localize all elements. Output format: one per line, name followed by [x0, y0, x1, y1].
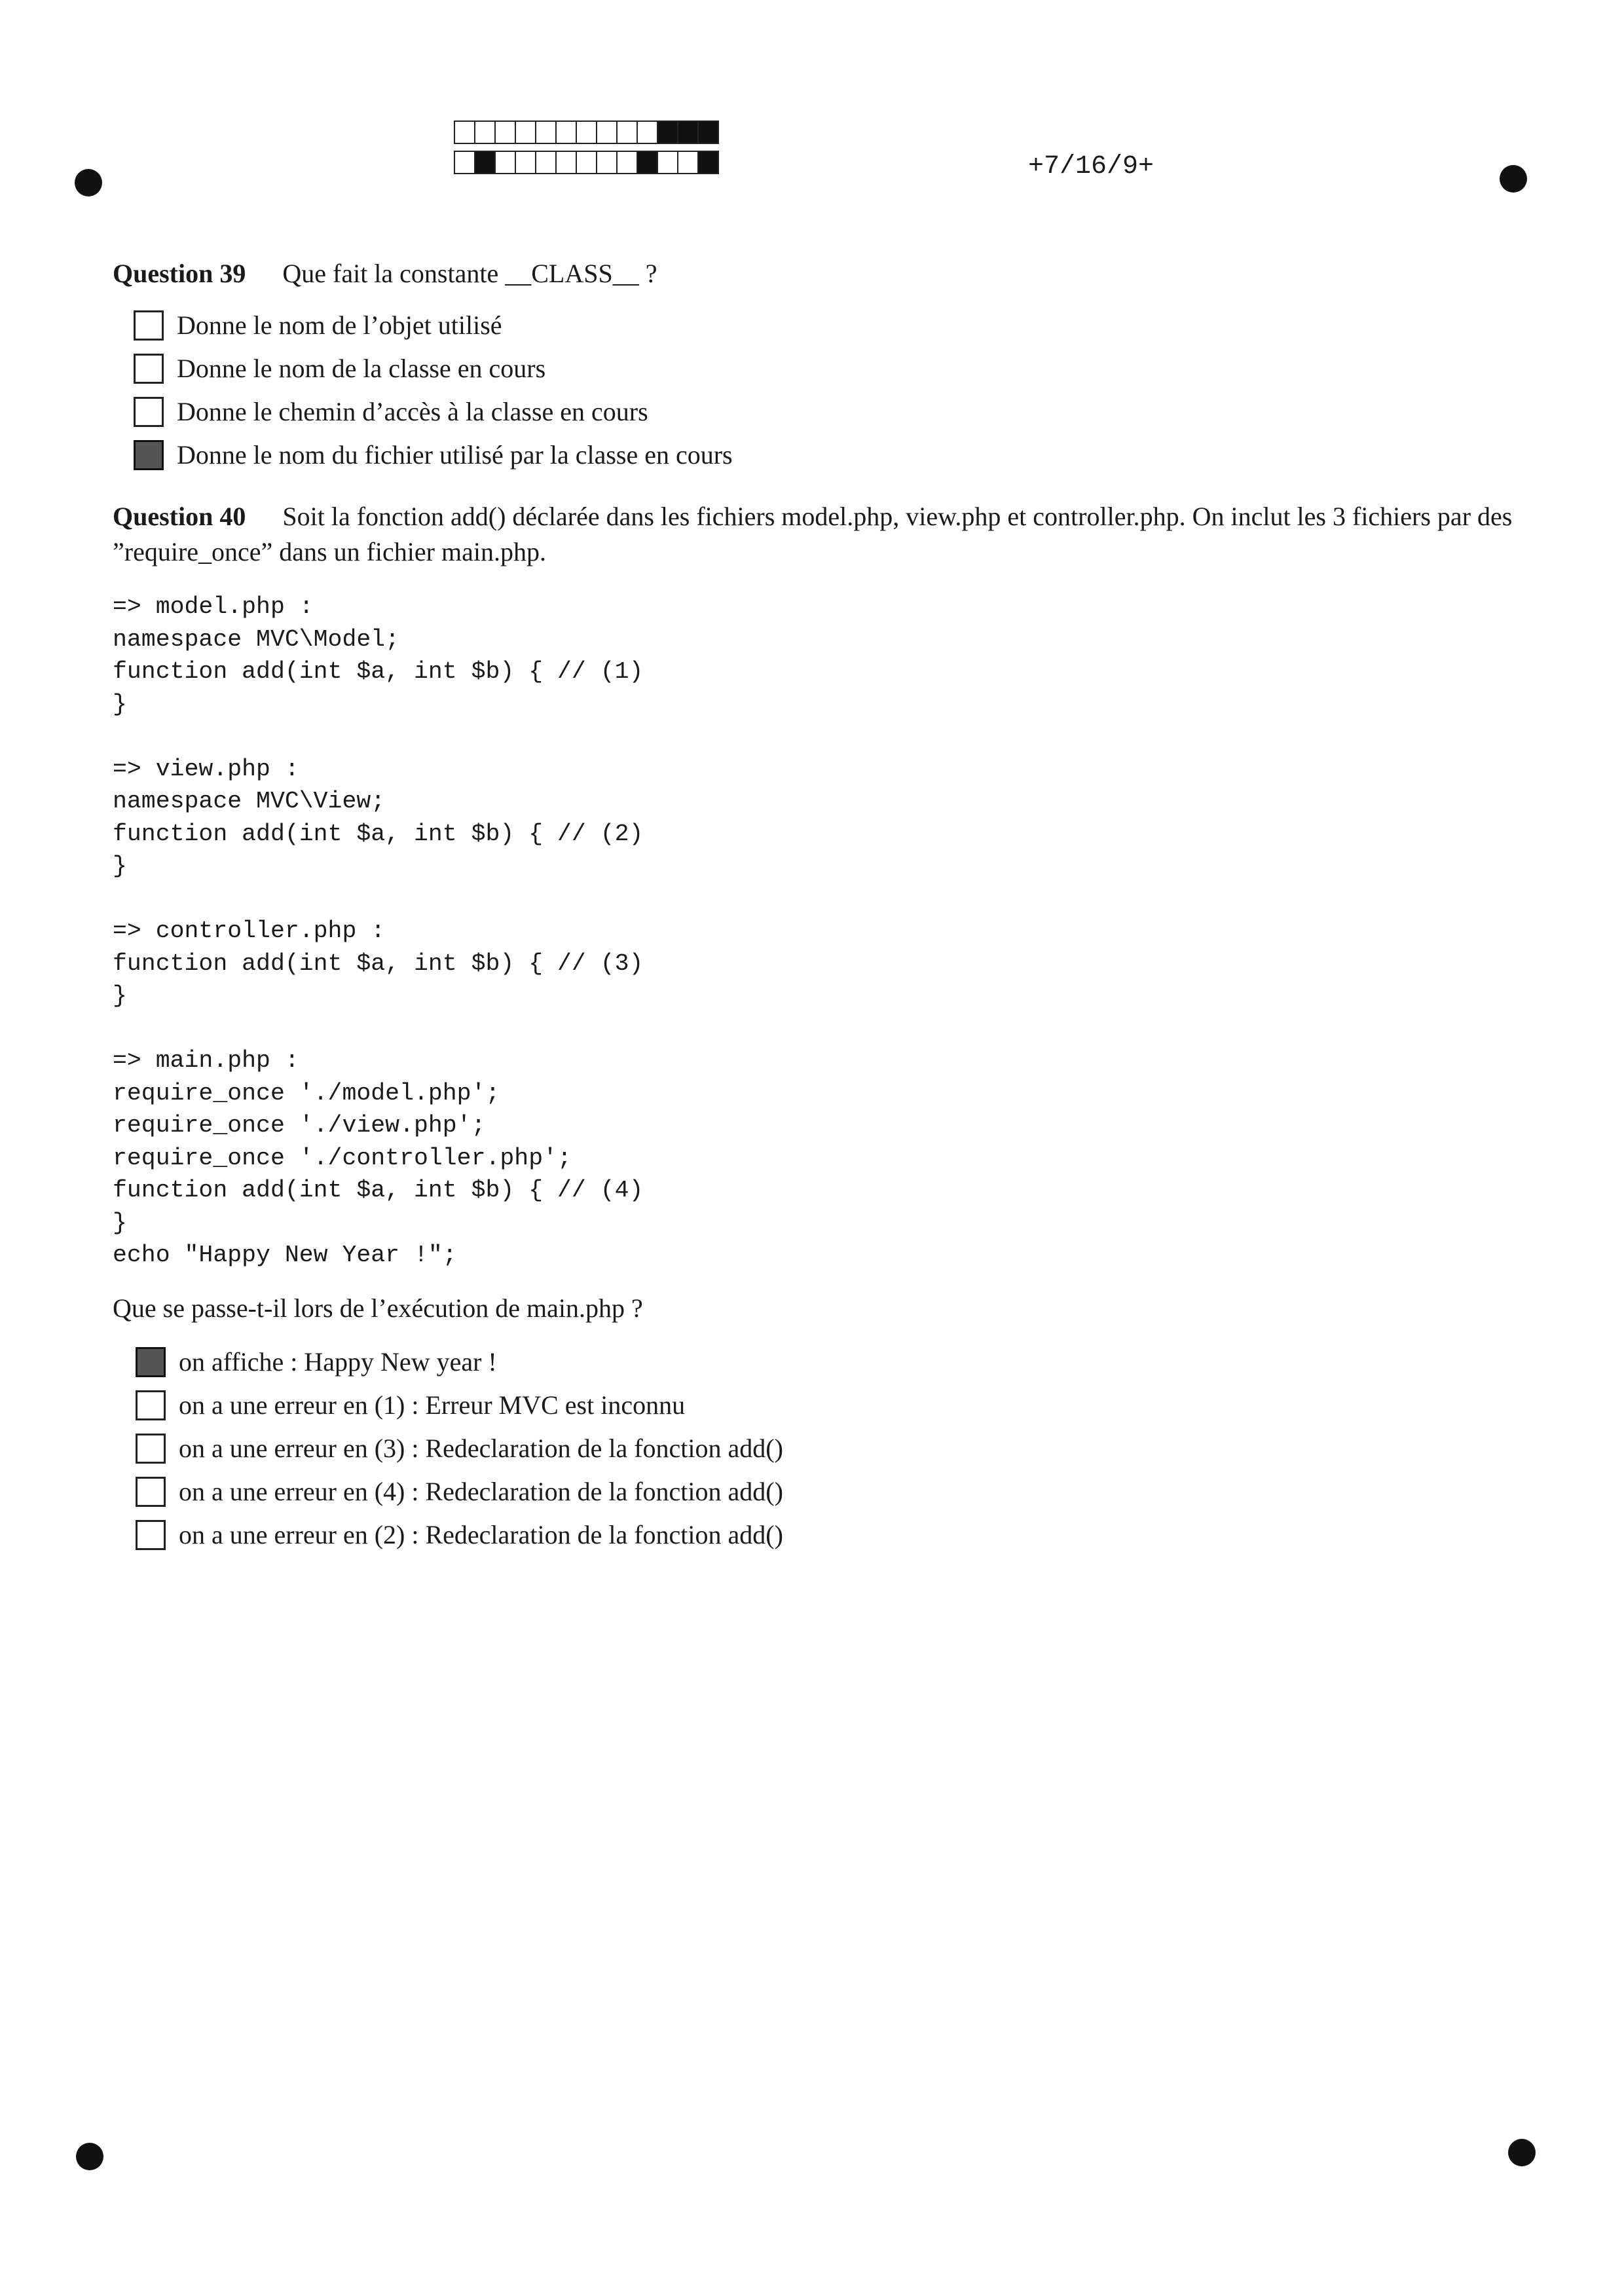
registration-dot-top-left	[75, 169, 102, 196]
barcode-cell	[494, 120, 516, 144]
registration-dot-bottom-right	[1508, 2139, 1536, 2166]
barcode-cell	[515, 151, 536, 174]
answer-option[interactable]	[134, 310, 502, 341]
checkbox[interactable]	[136, 1390, 166, 1420]
question-prompt: Que se passe-t-il lors de l’exécution de main.php ?	[113, 1293, 643, 1323]
barcode-cell	[677, 151, 699, 174]
answer-label: Donne le nom de la classe en cours	[177, 354, 546, 383]
answer-option[interactable]	[134, 439, 733, 470]
barcode-cell	[637, 151, 658, 174]
answer-label: on a une erreur en (4) : Redeclaration de la fonction add()	[179, 1477, 783, 1506]
barcode-cell	[637, 120, 658, 144]
checkbox[interactable]	[134, 310, 164, 341]
question-number: Question 39	[113, 259, 246, 288]
registration-dot-bottom-left	[76, 2143, 103, 2170]
barcode-cell	[474, 151, 496, 174]
barcode-cell	[535, 120, 557, 144]
barcode-cell	[576, 120, 597, 144]
barcode-cell	[677, 120, 699, 144]
question-40-heading	[113, 499, 1521, 570]
question-text: Que fait la constante __CLASS__ ?	[282, 259, 657, 288]
answer-label: Donne le chemin d’accès à la classe en cours	[177, 397, 648, 426]
barcode-cell	[494, 151, 516, 174]
answer-option[interactable]	[134, 396, 648, 427]
checkbox[interactable]	[134, 440, 164, 470]
answer-option[interactable]	[134, 353, 545, 384]
barcode-cell	[454, 120, 475, 144]
barcode-cell	[535, 151, 557, 174]
checkbox[interactable]	[136, 1520, 166, 1550]
barcode-cell	[515, 120, 536, 144]
code-block: => model.php : namespace MVC\Model; function add(int $a, int $b) { // (1) } => view.php : namespace MVC\View; function add(int $a, int $b) { // (2) } => controller.php : function add(int $a, int $b) { // (3) } => main.php : require_once './model.php'; require_once './view.php'; require_once './controller.php'; function add(int $a, int $b) { // (4) } echo "Happy New Year !";	[113, 593, 644, 1268]
answer-label: on a une erreur en (2) : Redeclaration de la fonction add()	[179, 1520, 783, 1549]
answer-label: Donne le nom du fichier utilisé par la classe en cours	[177, 440, 733, 470]
barcode-cell	[555, 120, 577, 144]
barcode-cell	[596, 151, 618, 174]
page-id: +7/16/9+	[1028, 152, 1154, 181]
question-39-heading	[113, 258, 657, 289]
barcode-cell	[576, 151, 597, 174]
answer-label: on a une erreur en (3) : Redeclaration de la fonction add()	[179, 1434, 783, 1463]
answer-option[interactable]	[136, 1390, 685, 1420]
answer-option[interactable]	[136, 1476, 783, 1507]
answer-option[interactable]	[136, 1346, 497, 1377]
barcode-cell	[697, 120, 719, 144]
checkbox[interactable]	[134, 354, 164, 384]
checkbox[interactable]	[136, 1477, 166, 1507]
question-text: Soit la fonction add() déclarée dans les fichiers model.php, view.php et controller.php. On inclut les 3 fichiers par des ”require_once” dans un fichier main.php.	[113, 502, 1513, 566]
barcode-cell	[616, 120, 638, 144]
answer-option[interactable]	[136, 1519, 783, 1550]
answer-label: on a une erreur en (1) : Erreur MVC est inconnu	[179, 1390, 686, 1420]
checkbox[interactable]	[136, 1434, 166, 1464]
barcode-cell	[697, 151, 719, 174]
barcode-cell	[555, 151, 577, 174]
registration-dot-top-right	[1500, 165, 1527, 193]
barcode-cell	[657, 151, 678, 174]
checkbox[interactable]	[134, 397, 164, 427]
barcode-cell	[657, 120, 678, 144]
checkbox[interactable]	[136, 1347, 166, 1377]
answer-label: Donne le nom de l’objet utilisé	[177, 310, 502, 340]
barcode-row-bottom	[454, 151, 718, 174]
barcode-row-top	[454, 120, 718, 144]
barcode-cell	[474, 120, 496, 144]
barcode-cell	[616, 151, 638, 174]
question-number: Question 40	[113, 502, 246, 531]
answer-label: on affiche : Happy New year !	[179, 1347, 497, 1377]
answer-option[interactable]	[136, 1433, 783, 1464]
barcode-cell	[454, 151, 475, 174]
barcode-cell	[596, 120, 618, 144]
